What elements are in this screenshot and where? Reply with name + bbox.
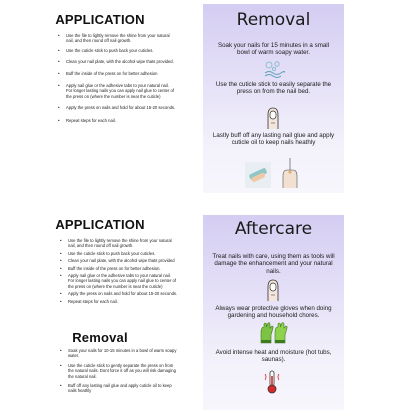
nail-file-icon [245,162,271,188]
removal-buff-text: Lastly buff off any lasting nail glue and apply cuticle oil to keep nails heathly [212,132,335,147]
step-5: • Apply nail glue or the adhesive tabs to your natural nail. For longer lasting nails you can apply nail glue to center of the press on (where the number is near the cuticle) [60,273,178,289]
removal-card [203,4,344,193]
aftercare-heat-text: Avoid intense heat and moisture (hot tubs, saunas). [215,349,332,364]
step-3: • Clean your nail plate, with the alcohol wipe thats provided. [58,59,176,64]
removal-soak-text: Soak your nails for 15 minutes in a small bowl of warm soapy water. [217,42,330,57]
gloves-icon [259,321,289,345]
removal-separate-text: Use the cuticle stick to easily separate the press on from the nail bed. [215,81,332,96]
removal-title-2: Removal [72,330,128,345]
step-3: • Clean your nail plate, with the alcohol wipe thats provided [60,258,178,263]
step-1: • Use the file to lightly remove the shine from your natural nail, and then round off nail growth. [58,33,176,44]
application-card-top [0,0,200,200]
step-7: • Repeat steps for each nail. [60,299,178,304]
application-steps [58,33,176,123]
thermometer-icon [263,370,281,394]
application-card-bottom [0,210,200,416]
step-1: • Use the file to lightly remove the shine from your natural nail, and then round off nail growth. [60,238,178,249]
aftercare-title: Aftercare [234,219,313,239]
removal-step-1: • Soak your nails for 10-15 minutes in a bowl of warm soapy water. [60,348,178,359]
step-6: • Apply the press on nails and hold for about 15-20 seconds. [60,291,178,296]
aftercare-tools-text: Treat nails with care, using them as tools will damage the enhancement and your natural nails. [212,253,335,275]
aftercare-gloves-text: Always wear protective gloves when doing gardening and household chores. [215,305,332,320]
step-5: • Apply nail glue or the adhesive tabs to your natural nail. For longer lasting nails you can apply nail glue to center of the press on (where the number is near the cuticle) [58,83,176,99]
removal-step-2: • Use the cuticle stick to gently separate the press on from the natural nails. Dont force it off as you will risk damaging the natural nail. [60,363,178,379]
step-2: • Use the cuticle stick to push back your cuticles. [58,48,176,53]
application-title-2: APPLICATION [55,217,145,232]
step-2: • Use the cuticle stick to push back your cuticles. [60,251,178,256]
bubbles-icon [263,59,285,79]
removal-title: Removal [236,10,311,30]
step-4: • Buff the inside of the press on for better adhesion. [60,266,178,271]
removal-steps-2 [60,348,178,394]
step-6: • Apply the press on nails and hold for about 15-20 seconds. [58,105,176,110]
step-7: • Repeat steps for each nail. [58,118,176,123]
nail-icon [265,107,281,129]
nail-icon [265,279,281,301]
application-steps-2 [60,238,178,304]
application-title: APPLICATION [55,12,145,27]
removal-step-3: • Buff off any lasting nail glue and apply cuticle oil to keep nails heathly [60,383,178,394]
cuticle-oil-icon [277,158,303,188]
aftercare-card [203,215,344,410]
step-4: • Buff the inside of the press on for better adhesion [58,71,176,76]
